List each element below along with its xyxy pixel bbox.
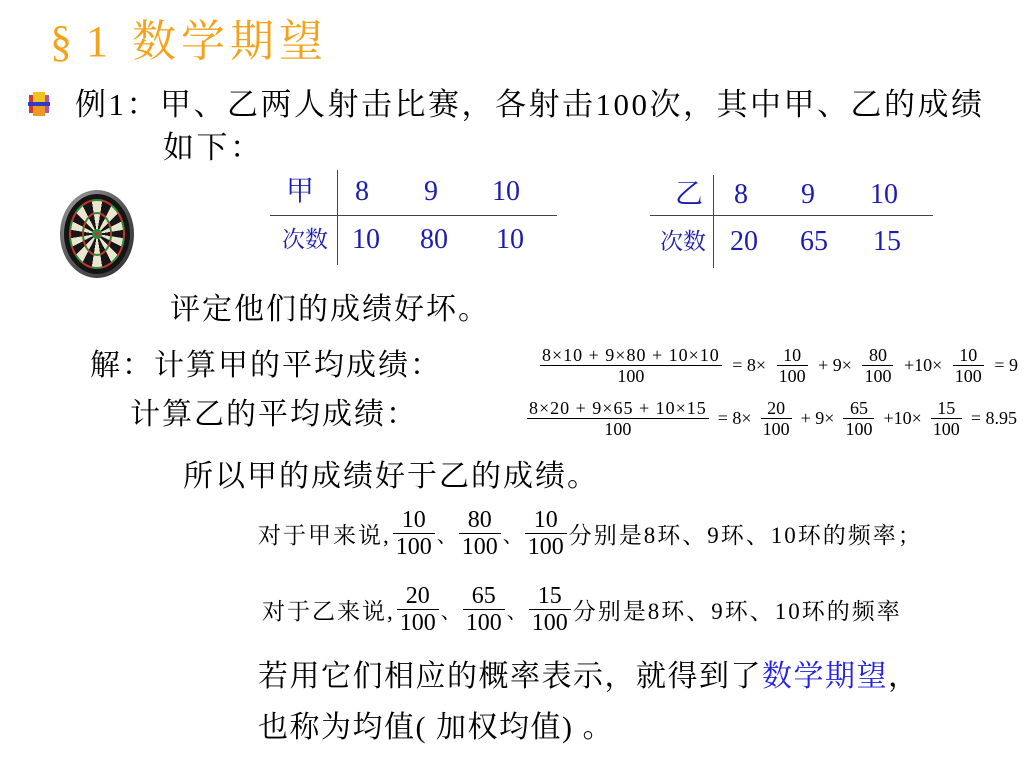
fraction-numerator: 15	[931, 398, 962, 419]
table-header-cell: 10	[870, 179, 898, 210]
fraction-denominator: 100	[395, 533, 432, 560]
table-count-cell: 65	[800, 226, 828, 257]
frequency-statement-jia	[258, 505, 923, 561]
closing-text: 若用它们相应的概率表示，就得到了	[258, 660, 762, 693]
dartboard-bullseye	[95, 232, 99, 236]
closing-punctuation: ，	[888, 660, 920, 693]
score-table-yi	[650, 175, 933, 268]
fraction-denominator: 100	[954, 365, 982, 386]
frequency-fraction	[459, 507, 501, 560]
table-divider-horizontal	[650, 215, 933, 216]
bullet-icon	[28, 92, 50, 116]
table-header-cell: 10	[492, 176, 520, 207]
table-divider-vertical	[337, 170, 338, 265]
table-count-label: 次数	[660, 229, 706, 254]
frequency-prefix: 对于甲来说,	[258, 522, 391, 548]
fraction-denominator: 100	[762, 418, 790, 439]
fraction-denominator: 100	[845, 418, 873, 439]
frequency-fraction	[463, 583, 505, 636]
table-count-cell: 80	[420, 224, 448, 255]
example-statement-line-2: 如下：	[163, 130, 264, 165]
fraction-numerator: 20	[397, 583, 439, 610]
fraction-denominator: 100	[461, 533, 498, 560]
equation-fraction	[931, 398, 962, 439]
fraction-denominator: 100	[465, 609, 502, 636]
equation-operator: +10×	[903, 354, 943, 375]
fraction-denominator: 100	[932, 418, 960, 439]
closing-line-1	[258, 659, 920, 695]
equation-fraction	[777, 345, 808, 386]
equation-fraction	[953, 345, 984, 386]
title-text: 数学期望	[132, 17, 328, 66]
fraction-denominator: 100	[527, 533, 564, 560]
frequency-statement-yi	[262, 581, 902, 637]
highlighted-term: 数学期望	[762, 660, 888, 693]
equation-result: = 9	[994, 354, 1018, 375]
equation-operator: +10×	[883, 407, 922, 428]
frequency-prefix: 对于乙来说,	[262, 598, 395, 624]
fraction-denominator: 100	[778, 365, 806, 386]
fraction-denominator: 100	[617, 365, 645, 386]
table-count-cell: 10	[496, 224, 524, 255]
fraction-numerator: 8×10 + 9×80 + 10×10	[542, 344, 720, 365]
fraction-denominator: 100	[399, 609, 436, 636]
fraction-numerator: 65	[463, 583, 505, 610]
fraction-numerator: 15	[529, 583, 571, 610]
table-header-cell: 8	[734, 179, 748, 210]
fraction-numerator: 10	[953, 345, 984, 366]
frequency-separator: 、	[506, 600, 527, 623]
equation-mean-yi	[527, 395, 1017, 441]
equation-operator: + 9×	[800, 407, 835, 428]
equation-fraction	[540, 345, 722, 386]
title-section-number: §1	[50, 17, 122, 66]
table-count-cell: 20	[730, 226, 758, 257]
fraction-numerator: 10	[393, 507, 435, 534]
table-header-cell: 9	[424, 176, 438, 207]
frequency-separator: 、	[440, 600, 461, 623]
slide-title	[50, 16, 328, 68]
equation-fraction	[527, 398, 709, 439]
equation-operator: + 9×	[818, 354, 852, 375]
frequency-fraction	[525, 507, 567, 560]
frequency-fraction	[393, 507, 435, 560]
equation-fraction	[761, 398, 792, 439]
fraction-denominator: 100	[604, 418, 632, 439]
solution-label-yi: 计算乙的平均成绩：	[130, 398, 418, 431]
fraction-denominator: 100	[864, 365, 892, 386]
table-shooter-label: 甲	[285, 176, 315, 207]
solution-label-jia: 解：计算甲的平均成绩：	[90, 349, 442, 382]
table-count-cell: 15	[873, 226, 901, 257]
fraction-numerator: 80	[862, 345, 893, 366]
equation-operator: = 8×	[732, 354, 767, 375]
table-header-cell: 9	[801, 179, 815, 210]
example-statement-line-1: 例1：甲、乙两人射击比赛，各射击100次，其中甲、乙的成绩	[75, 87, 985, 122]
table-shooter-label: 乙	[674, 179, 704, 210]
table-divider-horizontal	[270, 215, 557, 216]
equation-fraction	[843, 398, 874, 439]
table-header-cell: 8	[355, 176, 369, 207]
table-count-label: 次数	[282, 227, 328, 252]
frequency-fraction	[397, 583, 439, 636]
fraction-denominator: 100	[531, 609, 568, 636]
table-count-cell: 10	[352, 224, 380, 255]
equation-operator: = 8×	[717, 407, 752, 428]
dartboard-icon	[60, 190, 134, 278]
fraction-numerator: 10	[525, 507, 567, 534]
frequency-fraction	[529, 583, 571, 636]
fraction-numerator: 10	[777, 345, 808, 366]
frequency-separator: 、	[436, 524, 457, 547]
question-text: 评定他们的成绩好坏。	[170, 293, 490, 326]
frequency-suffix: 分别是8环、9环、10环的频率	[572, 598, 902, 624]
frequency-suffix: 分别是8环、9环、10环的频率；	[568, 522, 923, 548]
closing-line-2: 也称为均值( 加权均值) 。	[258, 711, 614, 744]
fraction-numerator: 80	[459, 507, 501, 534]
frequency-separator: 、	[502, 524, 523, 547]
score-table-jia	[270, 170, 557, 265]
table-divider-vertical	[713, 175, 714, 268]
equation-fraction	[862, 345, 893, 386]
fraction-numerator: 65	[843, 398, 874, 419]
conclusion-text: 所以甲的成绩好于乙的成绩。	[183, 460, 599, 493]
equation-result: = 8.95	[970, 407, 1017, 428]
fraction-numerator: 8×20 + 9×65 + 10×15	[529, 397, 707, 418]
fraction-numerator: 20	[761, 398, 792, 419]
equation-mean-jia	[540, 342, 1018, 388]
